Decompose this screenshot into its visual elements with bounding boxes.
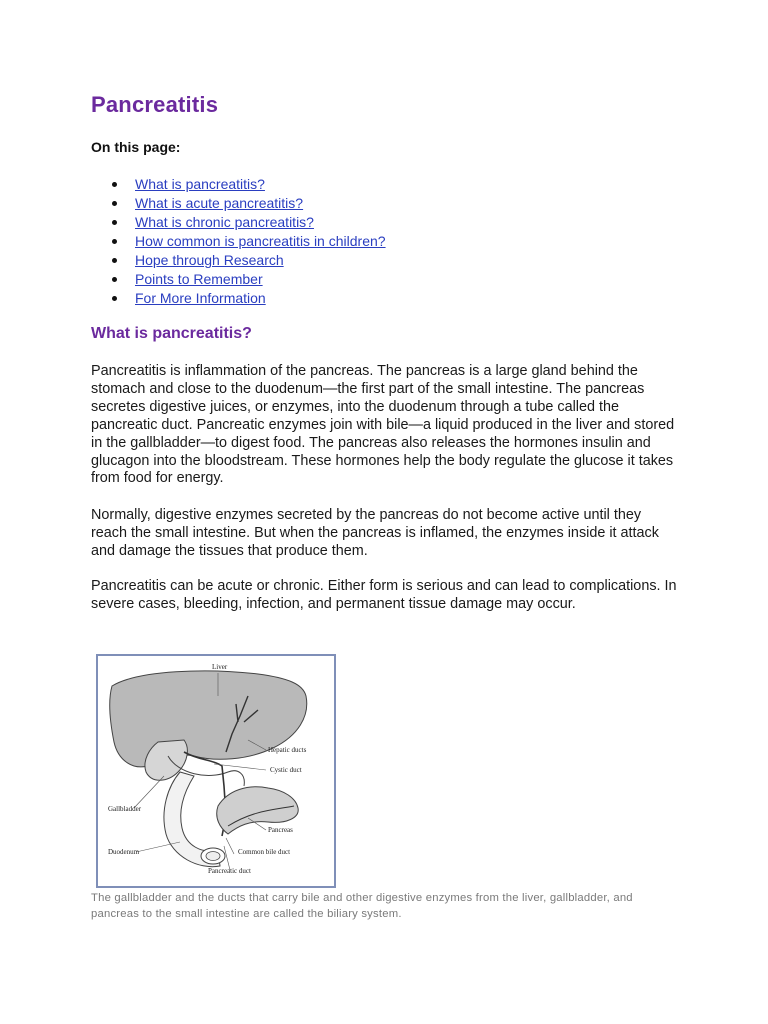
toc-item bbox=[91, 213, 386, 232]
figure-label-hepatic-ducts: Hepatic ducts bbox=[268, 746, 307, 754]
figure-label-pancreatic-duct: Pancreatic duct bbox=[208, 867, 251, 875]
figure-caption: The gallbladder and the ducts that carry bile and other digestive enzymes from the liver, gallbladder, and pancreas to the small intestine are called the biliary system. bbox=[91, 892, 633, 920]
toc-item bbox=[91, 289, 386, 308]
toc-item bbox=[91, 175, 386, 194]
page-title: Pancreatitis bbox=[91, 92, 219, 117]
figure-label-gallbladder: Gallbladder bbox=[108, 805, 142, 813]
paragraph-enzymes: Normally, digestive enzymes secreted by the pancreas do not become active until they reach the small intestine. But when the pancreas is inflamed, the enzymes inside it attack and damage the tissues that produce them. bbox=[91, 507, 659, 559]
biliary-system-figure bbox=[96, 654, 336, 888]
toc-link-acute-pancreatitis[interactable]: What is acute pancreatitis? bbox=[135, 195, 304, 211]
toc-link-children[interactable]: How common is pancreatitis in children? bbox=[135, 233, 386, 249]
figure-label-cystic-duct: Cystic duct bbox=[270, 766, 302, 774]
toc-item bbox=[91, 270, 386, 289]
paragraph-definition: Pancreatitis is inflammation of the pancreas. The pancreas is a large gland behind the stomach and close to the duodenum—the first part of the small intestine. The pancreas secretes digestive juices, or enzymes, into the duodenum through a tube called the pancreatic duct. Pancreatic enzymes join with bile—a liquid produced in the liver and stored in the gallbladder—to digest food. The pancreas also releases the hormones insulin and glucagon into the bloodstream. These hormones help the body regulate the glucose it takes from food for energy. bbox=[91, 363, 675, 487]
on-this-page-label: On this page: bbox=[91, 139, 181, 155]
figure-label-duodenum: Duodenum bbox=[108, 848, 140, 856]
toc-link-points-to-remember[interactable]: Points to Remember bbox=[135, 271, 263, 287]
toc-link-hope-through-research[interactable]: Hope through Research bbox=[135, 252, 284, 268]
duodenum-opening-inner bbox=[206, 852, 220, 861]
toc-item bbox=[91, 251, 386, 270]
toc-link-what-is-pancreatitis[interactable]: What is pancreatitis? bbox=[135, 176, 265, 192]
toc-link-more-information[interactable]: For More Information bbox=[135, 290, 266, 306]
figure-label-common-bile-duct: Common bile duct bbox=[238, 848, 291, 856]
table-of-contents bbox=[91, 175, 386, 308]
toc-link-chronic-pancreatitis[interactable]: What is chronic pancreatitis? bbox=[135, 214, 314, 230]
figure-label-pancreas: Pancreas bbox=[268, 826, 293, 834]
toc-item bbox=[91, 194, 386, 213]
figure-label-liver: Liver bbox=[212, 663, 228, 671]
paragraph-acute-chronic: Pancreatitis can be acute or chronic. Either form is serious and can lead to complications. In severe cases, bleeding, infection, and permanent tissue damage may occur. bbox=[91, 578, 677, 612]
toc-item bbox=[91, 232, 386, 251]
biliary-system-diagram bbox=[98, 656, 334, 886]
section-heading: What is pancreatitis? bbox=[91, 325, 252, 342]
